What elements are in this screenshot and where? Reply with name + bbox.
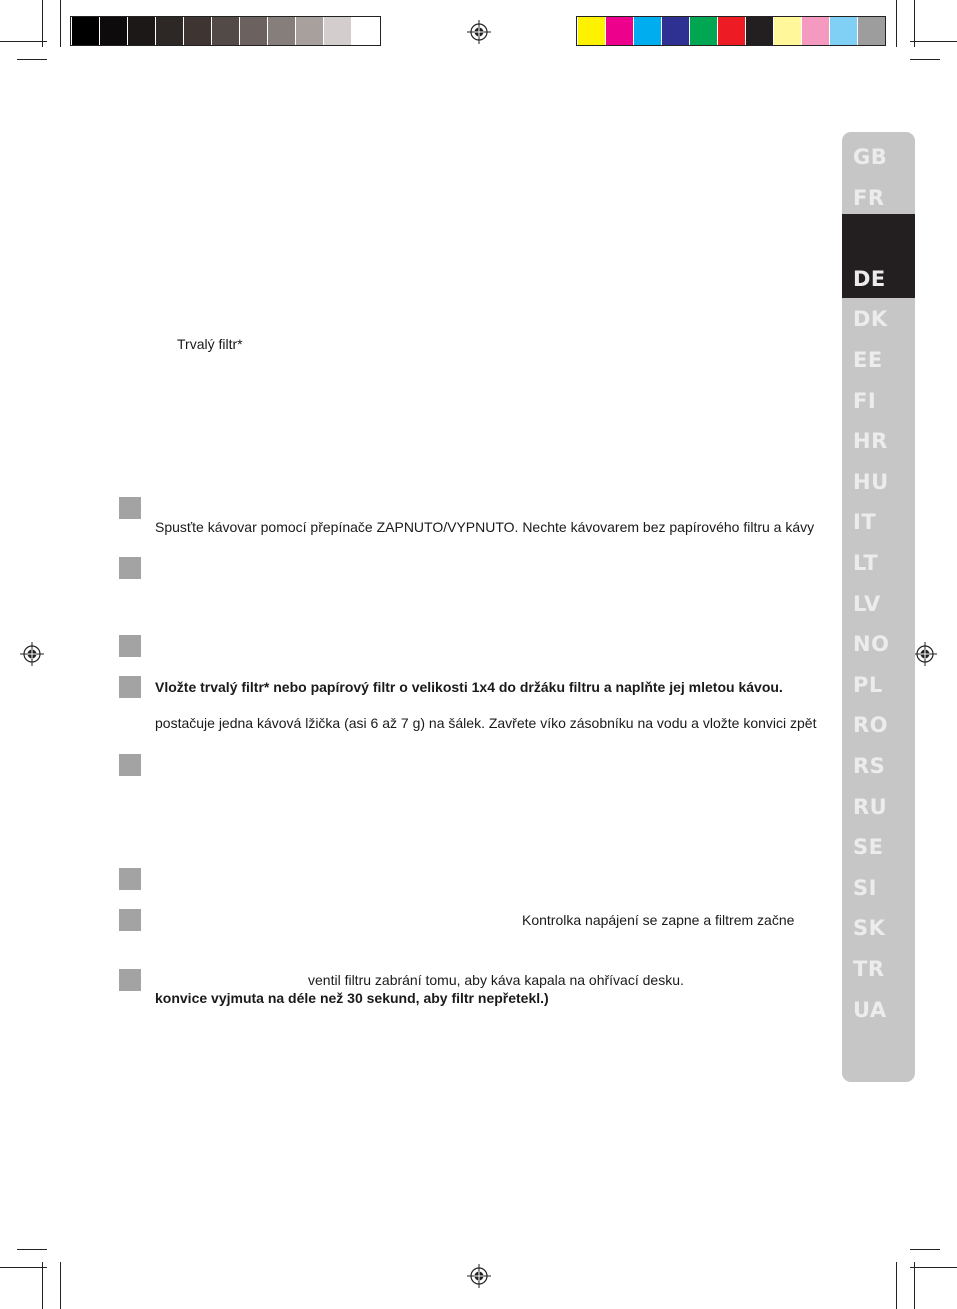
- crop-mark: [914, 1262, 915, 1309]
- language-tab-it[interactable]: IT: [853, 510, 877, 535]
- language-tab-ru[interactable]: RU: [853, 794, 888, 819]
- step-4-bold-text: Vložte trvalý filtr* nebo papírový filtr o velikosti 1x4 do držáku filtru a naplňte jej mletou kávou.: [155, 679, 783, 695]
- step-marker: [119, 969, 141, 991]
- step-8-bold-text: konvice vyjmuta na déle než 30 sekund, aby filtr nepřetekl.): [155, 990, 549, 1006]
- language-tab-hu[interactable]: HU: [853, 469, 889, 494]
- language-tab-fi[interactable]: FI: [853, 388, 877, 413]
- language-tab-lt[interactable]: LT: [853, 551, 879, 575]
- registration-mark-icon: [20, 642, 44, 666]
- language-tab-de[interactable]: DE: [853, 266, 886, 291]
- crop-mark: [910, 59, 940, 60]
- registration-mark-icon: [467, 1264, 491, 1288]
- color-swatch: [858, 17, 885, 45]
- language-tab-pl[interactable]: PL: [853, 672, 883, 697]
- crop-mark: [60, 1262, 61, 1309]
- step-marker: [119, 557, 141, 579]
- language-tab-ua[interactable]: UA: [853, 997, 887, 1022]
- crop-mark: [42, 0, 43, 47]
- language-tab-ee[interactable]: EE: [853, 348, 883, 372]
- step-marker: [119, 754, 141, 776]
- color-swatch: [662, 17, 689, 45]
- color-swatch: [802, 17, 829, 45]
- registration-mark-icon: [467, 20, 491, 44]
- step-1-text: Spusťte kávovar pomocí přepínače ZAPNUTO/VYPNUTO. Nechte kávovarem bez papírového filtru a kávy: [155, 519, 815, 535]
- color-swatch: [72, 17, 99, 45]
- step-8-text: ventil filtru zabrání tomu, aby káva kapala na ohřívací desku.: [308, 972, 684, 988]
- color-swatch: [634, 17, 661, 45]
- crop-mark: [896, 0, 897, 47]
- step-marker: [119, 676, 141, 698]
- crop-mark: [914, 0, 915, 47]
- language-tab-no[interactable]: NO: [853, 632, 890, 657]
- color-swatch: [156, 17, 183, 45]
- step-marker: [119, 497, 141, 519]
- language-tab-rs[interactable]: RS: [853, 754, 886, 778]
- color-swatch: [268, 17, 295, 45]
- language-tab-se[interactable]: SE: [853, 835, 884, 860]
- color-swatch: [718, 17, 745, 45]
- step-4-text: postačuje jedna kávová lžička (asi 6 až 7 g) na šálek. Zavřete víko zásobníku na vodu a vložte konvici zpět: [155, 715, 817, 731]
- permanent-filter-label: Trvalý filtr*: [177, 336, 243, 352]
- step-7-text: Kontrolka napájení se zapne a filtrem začne: [522, 912, 795, 928]
- color-swatch: [578, 17, 605, 45]
- language-tab-lv[interactable]: LV: [853, 591, 881, 616]
- color-swatch: [690, 17, 717, 45]
- color-swatch: [184, 17, 211, 45]
- step-marker: [119, 909, 141, 931]
- language-tab-ro[interactable]: RO: [853, 713, 889, 738]
- crop-mark: [896, 1262, 897, 1309]
- color-swatch: [774, 17, 801, 45]
- registration-mark-icon: [913, 642, 937, 666]
- language-tab-hr[interactable]: HR: [853, 429, 888, 454]
- crop-mark: [910, 41, 957, 42]
- color-swatch: [352, 17, 379, 45]
- language-tab-fr[interactable]: FR: [853, 185, 885, 210]
- crop-mark: [910, 1249, 940, 1250]
- color-swatch: [240, 17, 267, 45]
- color-swatch: [746, 17, 773, 45]
- crop-mark: [0, 1267, 47, 1268]
- crop-mark: [17, 1249, 47, 1250]
- crop-mark: [910, 1267, 957, 1268]
- language-tab-tr[interactable]: TR: [853, 957, 885, 981]
- language-tab-gb[interactable]: GB: [853, 145, 888, 169]
- color-swatch: [100, 17, 127, 45]
- color-swatch: [296, 17, 323, 45]
- color-swatch: [212, 17, 239, 45]
- language-tab-si[interactable]: SI: [853, 875, 877, 900]
- color-swatch: [830, 17, 857, 45]
- language-tab-sk[interactable]: SK: [853, 916, 886, 941]
- crop-mark: [60, 0, 61, 47]
- crop-mark: [42, 1262, 43, 1309]
- language-tab-dk[interactable]: DK: [853, 307, 888, 332]
- step-marker: [119, 868, 141, 890]
- step-marker: [119, 635, 141, 657]
- crop-mark: [17, 59, 47, 60]
- color-swatch: [324, 17, 351, 45]
- color-swatch: [128, 17, 155, 45]
- color-swatch: [606, 17, 633, 45]
- crop-mark: [0, 41, 47, 42]
